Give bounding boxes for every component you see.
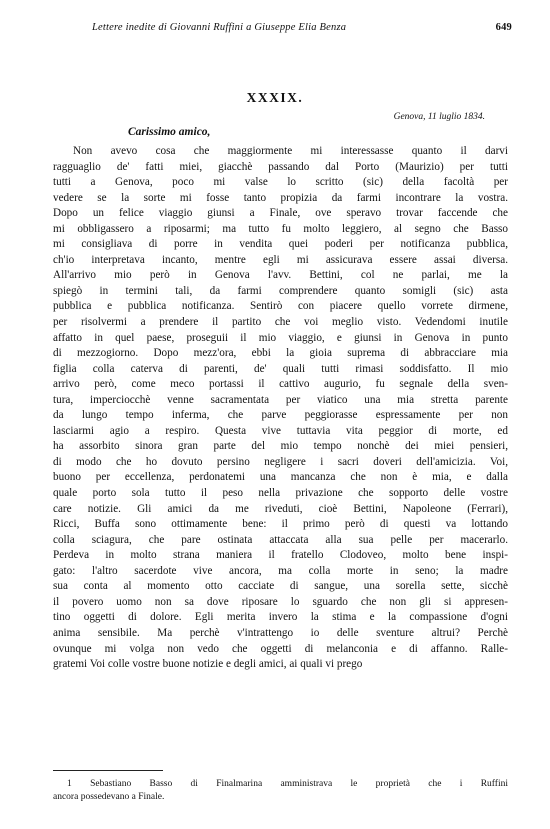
text-line: care notizie. Gli amici da me riveduti, cioè Bettini, Napoleone (Ferrari),: [53, 502, 508, 515]
footnote-line: ancora possedevano a Finale.: [53, 792, 165, 802]
running-header: [92, 22, 512, 33]
text-line: gato: l'altro sacerdote vive ancora, ma colla morte in seno; la madre: [53, 564, 508, 577]
text-line: Non avevo cosa che maggiormente mi interessasse quanto il darvi: [73, 145, 508, 157]
text-line: da lungo tempo inferma, che parve peggiorasse espressamente per non: [53, 409, 508, 422]
footnote-line: 1 Sebastiano Basso di Finalmarina amministrava le proprietà che i Ruffini: [67, 779, 508, 789]
running-title: Lettere inedite di Giovanni Ruffini a Giuseppe Elia Benza: [92, 22, 347, 33]
text-line: ha assorbito sinora gran parte del mio tempo nonchè dei miei pensieri,: [53, 440, 508, 453]
text-line: di modo che ho dovuto persino negligere i sacri doveri dell'amicizia. Voi,: [53, 455, 508, 468]
text-line: per risolvermi a prendere il partito che voi meglio visto. Vedendomi inutile: [53, 316, 508, 329]
letter-number: XXXIX.: [246, 90, 304, 105]
text-line: spiegò in termini tali, da farmi comprendere quanto somigli (sic) asta: [53, 284, 508, 297]
text-line: ovunque mi volga non vedo che oggetti di melanconia e di affanno. Ralle-: [53, 642, 508, 655]
text-line: vedere se la sorte mi fosse tanto propizia da farmi incontrare la vostra.: [53, 191, 508, 204]
text-line: anima sensibile. Ma perchè v'intrattengo io delle sventure altrui? Perchè: [53, 626, 508, 639]
text-line: mi consigliava di porre in vendita quei poderi per notificanza pubblica,: [53, 238, 508, 251]
text-line: di mezzogiorno. Dopo mezz'ora, ebbi la gioia suprema di abbracciare mia: [53, 347, 508, 360]
text-line: affatto in quel paese, proseguii il mio viaggio, e giunsi in Genova in punto: [53, 331, 508, 344]
page-number: 649: [495, 22, 512, 33]
text-line: arrivo però, come meco portassi il cattivo augurio, fu segnale della sven-: [53, 378, 508, 391]
text-line: il povero uomo non sa dove riposare lo sguardo che non gli si appresen-: [53, 595, 508, 608]
text-line: All'arrivo mio però in Genova l'avv. Bettini, col ne parlai, me la: [53, 269, 508, 282]
footnote: [53, 778, 508, 804]
text-line: ch'io interpretava incanto, mentre egli mi assicurava essere assai diversa.: [53, 253, 508, 266]
text-line: lasciarmi agio a respiro. Questa vive tuttavia vita peggior di morte, ed: [53, 424, 508, 437]
text-line: tura, imperciocchè venne sacramentata per viatico una mia stretta parente: [53, 393, 508, 406]
text-line: tino oggetti di dolore. Egli merita invero la stima e la compassione d'ogni: [53, 611, 508, 624]
letter-body: [53, 144, 508, 673]
text-line: Ricci, Buffa sono ottimamente bene: il primo però di questi va lottando: [53, 518, 508, 531]
text-line: pubblica e pubblica notificanza. Sentirò con piacere quello vorrete dirmene,: [53, 300, 508, 313]
text-line: Perdeva in molto strana maniera il fratello Clodoveo, molto bene inspi-: [53, 549, 508, 562]
letter-dateline: Genova, 11 luglio 1834.: [393, 112, 485, 122]
text-line: colla sciagura, che pare ostinata attaccata alla sua pelle per macerarlo.: [53, 533, 508, 546]
text-line: buono per eccellenza, perdonatemi una mancanza che non è mia, e dalla: [53, 471, 508, 484]
text-line: tutti a Genova, poco mi valse lo scritto (sic) della facoltà per: [53, 176, 508, 189]
text-line: mi obbligassero a riposarmi; ma tutto fu molto leggiero, al segno che Basso: [53, 222, 508, 235]
footnote-divider: [53, 770, 163, 771]
text-line: ragguaglio de' fatti miei, giacchè passando dal Porto (Maurizio) per tutti: [53, 160, 508, 173]
text-line: figlia colla caterva di parenti, de' quali tutti rimasi soddisfatto. Il mio: [53, 362, 508, 375]
text-line: sua conta al momento otto cacciate di sangue, una sorella sette, sicchè: [53, 580, 508, 593]
text-line: quale porto sola tutto il peso nella privazione che sopporto delle vostre: [53, 487, 508, 500]
text-line: gratemi Voi colle vostre buone notizie e degli amici, ai quali vi prego: [53, 658, 363, 671]
letter-salutation: Carissimo amico,: [128, 126, 211, 138]
text-line: Dopo un felice viaggio giunsi a Finale, ove speravo trovar faccende che: [53, 207, 508, 220]
